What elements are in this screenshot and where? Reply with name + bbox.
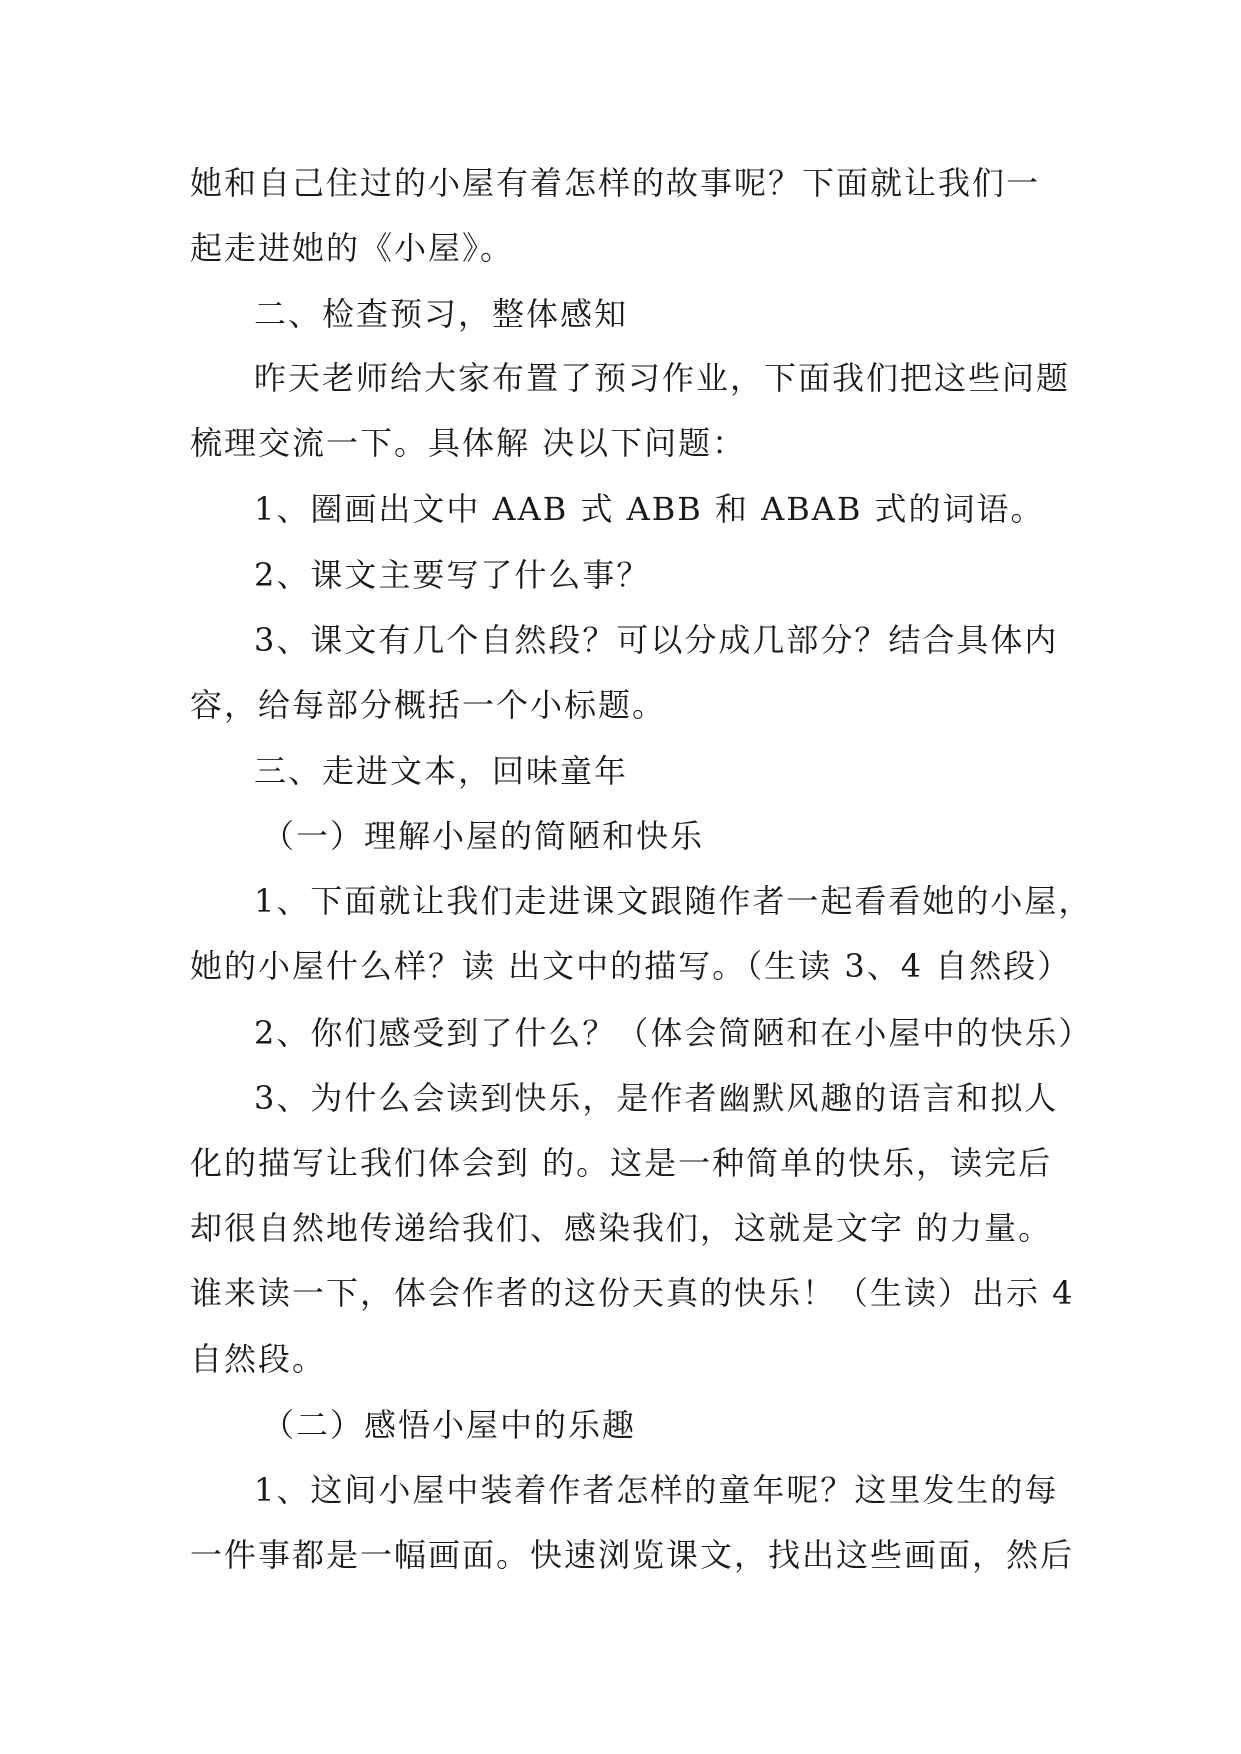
paragraph-line: 容，给每部分概括一个小标题。 <box>190 686 667 724</box>
paragraph-line: 她和自己住过的小屋有着怎样的故事呢？下面就让我们一 <box>190 164 1041 202</box>
list-item: 3、为什么会读到快乐，是作者幽默风趣的语言和拟人 <box>254 1079 1059 1117</box>
list-item: 2、你们感受到了什么？（体会简陋和在小屋中的快乐） <box>254 1014 1093 1052</box>
list-item: 3、课文有几个自然段？可以分成几部分？结合具体内 <box>254 621 1059 659</box>
paragraph-line: 一件事都是一幅画面。快速浏览课文，找出这些画面，然后 <box>190 1536 1075 1574</box>
subsection-heading: （二）感悟小屋中的乐趣 <box>262 1406 637 1444</box>
list-item: 1、这间小屋中装着作者怎样的童年呢？这里发生的每 <box>254 1471 1059 1509</box>
paragraph-line: 自然段。 <box>190 1340 327 1378</box>
paragraph-line: 梳理交流一下。具体解 决以下问题： <box>190 424 747 462</box>
paragraph-line: 却很自然地传递给我们、感染我们，这就是文字 的力量。 <box>190 1209 1053 1247</box>
list-item: 1、下面就让我们走进课文跟随作者一起看看她的小屋， <box>254 882 1093 920</box>
paragraph-line: 起走进她的《小屋》。 <box>190 229 515 267</box>
paragraph-line: 谁来读一下，体会作者的这份天真的快乐！（生读）出示 4 <box>190 1274 1075 1312</box>
section-heading: 二、检查预习，整体感知 <box>254 295 629 333</box>
paragraph-line: 化的描写让我们体会到 的。这是一种简单的快乐，读完后 <box>190 1144 1053 1182</box>
section-heading: 三、走进文本，回味童年 <box>254 752 629 790</box>
list-item: 2、课文主要写了什么事？ <box>254 556 651 594</box>
subsection-heading: （一）理解小屋的简陋和快乐 <box>262 817 705 855</box>
paragraph-line: 她的小屋什么样？读 出文中的描写。（生读 3、4 自然段） <box>190 947 1072 985</box>
list-item: 1、圈画出文中 AAB 式 ABB 和 ABAB 式的词语。 <box>254 490 1045 528</box>
paragraph-line: 昨天老师给大家布置了预习作业，下面我们把这些问题 <box>254 359 1071 397</box>
